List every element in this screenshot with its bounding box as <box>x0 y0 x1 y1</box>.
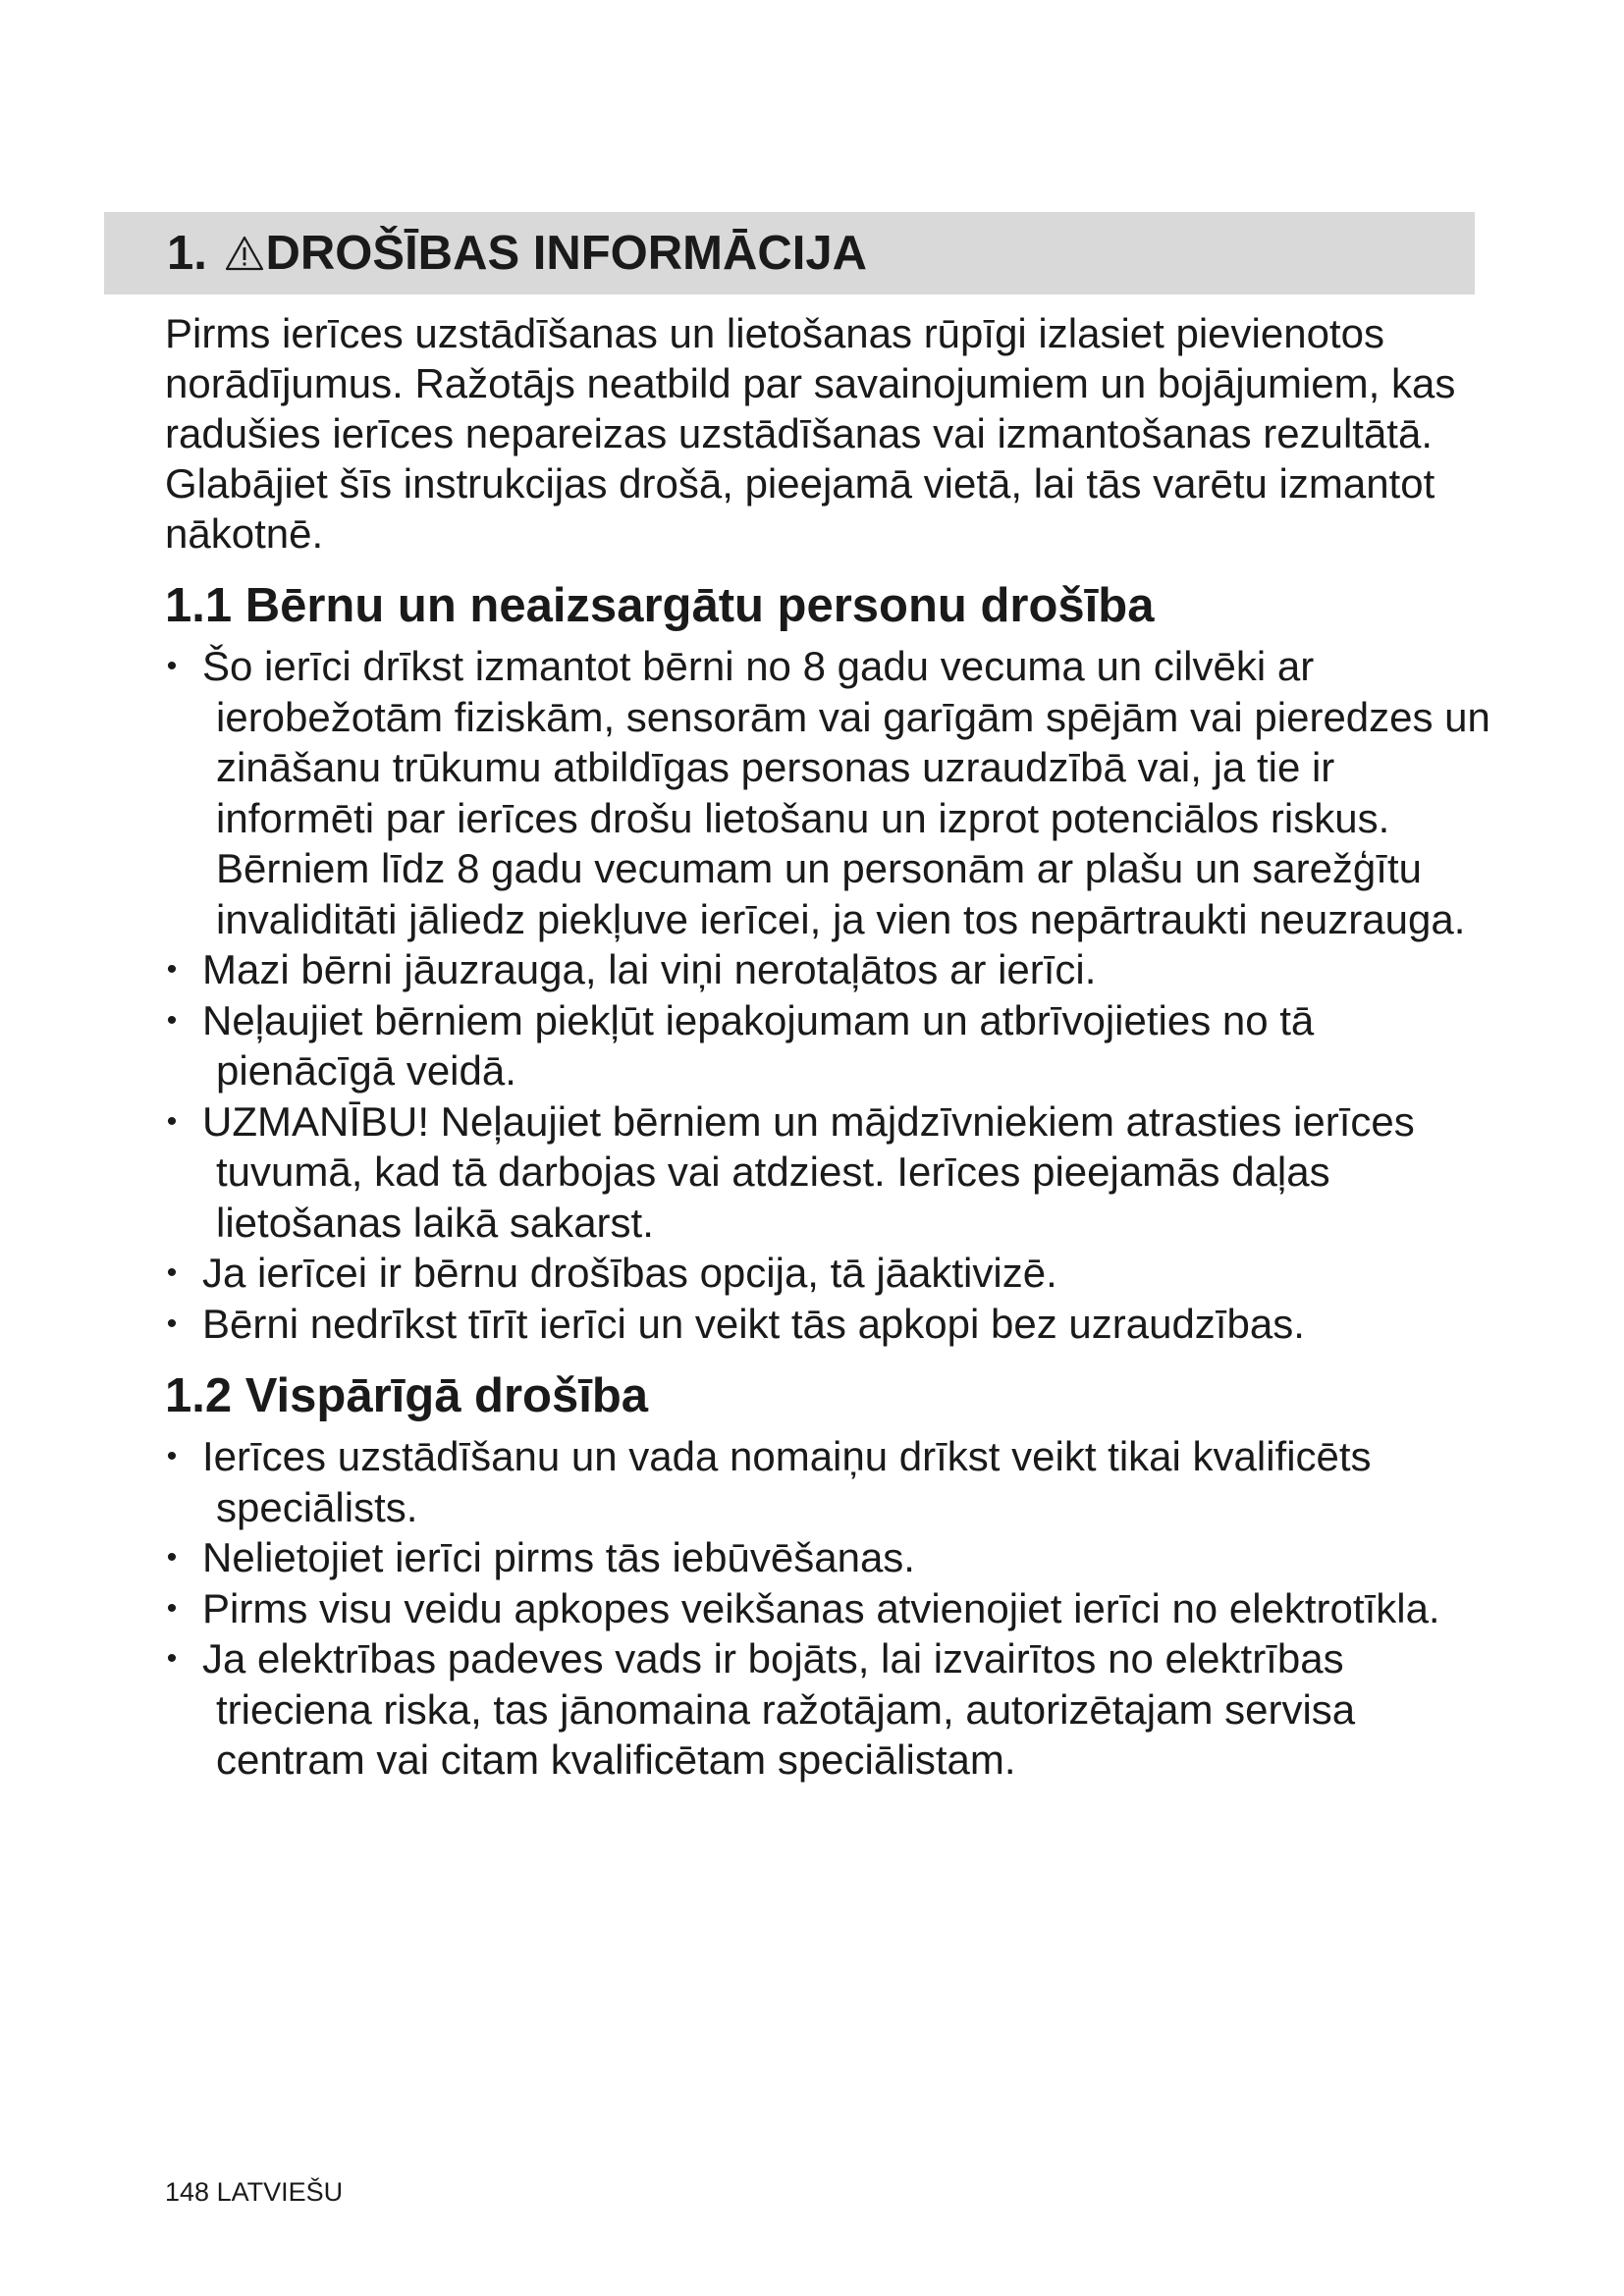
bullet-dot: • <box>166 1642 178 1675</box>
bullet-dot: • <box>166 1003 178 1037</box>
section-title-text: DROŠĪBAS INFORMĀCIJA <box>265 227 868 280</box>
document-body <box>165 308 1490 1786</box>
list-item: • Bērni nedrīkst tīrīt ierīci un veikt tās apkopi bez uzraudzības. <box>165 1299 1490 1350</box>
bullet-list <box>165 1431 1490 1786</box>
list-item: • Pirms visu veidu apkopes veikšanas atvienojiet ierīci no elektrotīkla. <box>165 1583 1490 1634</box>
footer-language: LATVIEŠU <box>216 2177 344 2207</box>
subsection-general-safety <box>165 1368 1490 1786</box>
list-item: • Nelietojiet ierīci pirms tās iebūvēšanas. <box>165 1532 1490 1583</box>
list-item: • Šo ierīci drīkst izmantot bērni no 8 gadu vecuma un cilvēki ar ierobežotām fiziskām, sensorām vai garīgām spējām vai pieredzes un zināšanu trūkumu atbildīgas personas uzraudzībā vai, ja tie ir informēti par ierīces drošu lietošanu un izprot potenciālos riskus. Bērniem līdz 8 gadu vecumam un personām ar plašu un sarežģītu invaliditāti jāliedz piekļuve ierīcei, ja vien tos nepārtraukti neuzrauga. <box>166 643 1490 942</box>
bullet-list <box>165 641 1490 1349</box>
page-footer <box>165 2177 343 2207</box>
bullet-dot: • <box>166 1541 178 1574</box>
warning-triangle-icon <box>225 236 264 271</box>
bullet-dot: • <box>166 1307 178 1340</box>
subsection-children-safety <box>165 578 1490 1349</box>
bullet-dot: • <box>166 1256 178 1289</box>
list-item: • Ja ierīcei ir bērnu drošības opcija, tā jāaktivizē. <box>165 1248 1490 1299</box>
subsection-title: 1.1 Bērnu un neaizsargātu personu drošība <box>165 579 1155 632</box>
list-item: • Ierīces uzstādīšanu un vada nomaiņu drīkst veikt tikai kvalificēts speciālists. <box>166 1433 1372 1530</box>
bullet-dot: • <box>166 953 178 986</box>
page-number: 148 <box>165 2177 210 2207</box>
bullet-dot: • <box>166 1104 178 1138</box>
intro-paragraph: Pirms ierīces uzstādīšanas un lietošanas rūpīgi izlasiet pievienotos norādījumus. Ražotājs neatbild par savainojumiem un bojājumiem, kas radušies ierīces nepareizas uzstādīšanas vai izmantošanas rezultātā. Glabājiet šīs instrukcijas drošā, pieejamā vietā, lai tās varētu izmantot nākotnē. <box>165 310 1456 557</box>
section-title <box>167 212 867 294</box>
section-number: 1. <box>167 227 207 280</box>
list-item: • UZMANĪBU! Neļaujiet bērniem un mājdzīvniekiem atrasties ierīces tuvumā, kad tā darbojas vai atdziest. Ierīces pieejamās daļas lietošanas laikā sakarst. <box>166 1097 1415 1246</box>
subsection-title: 1.2 Vispārīgā drošība <box>165 1369 649 1422</box>
bullet-dot: • <box>166 1591 178 1625</box>
bullet-dot: • <box>166 1440 178 1472</box>
bullet-dot: • <box>166 650 178 682</box>
list-item: • Mazi bērni jāuzrauga, lai viņi nerotaļātos ar ierīci. <box>165 944 1490 995</box>
list-item: • Neļaujiet bērniem piekļūt iepakojumam un atbrīvojieties no tā pienācīgā veidā. <box>166 996 1315 1094</box>
list-item: • Ja elektrības padeves vads ir bojāts, lai izvairītos no elektrības trieciena riska, tas jānomaina ražotājam, autorizētajam servisa centram vai citam kvalificētam speciālistam. <box>166 1635 1356 1783</box>
